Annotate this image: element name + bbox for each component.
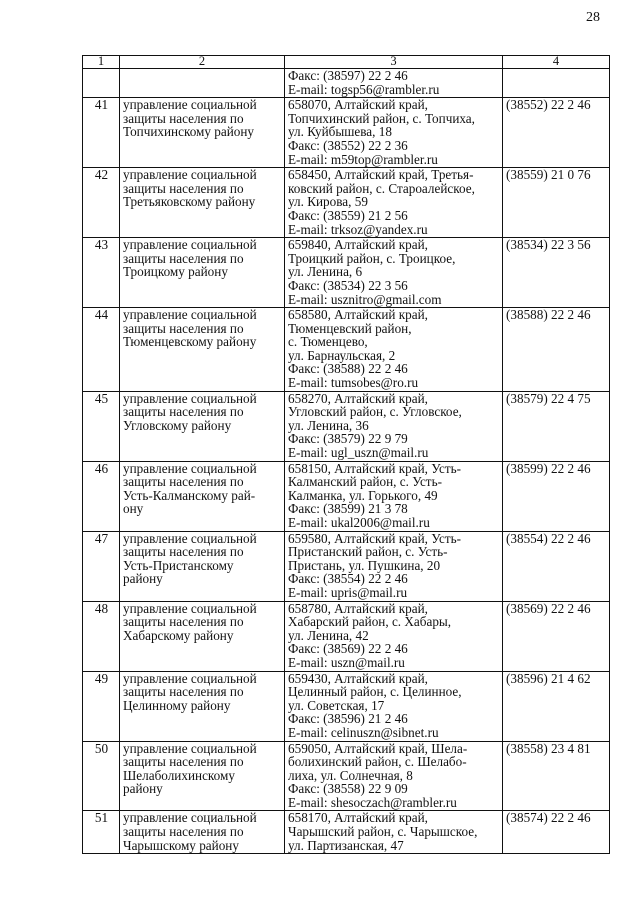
office-phone: (38574) 22 2 46: [503, 811, 610, 854]
column-header-1: 1: [83, 56, 120, 69]
office-name: управление социальной защиты населения по Троицкому району: [120, 238, 285, 308]
office-phone: (38552) 22 2 46: [503, 98, 610, 168]
office-address: 659580, Алтайский край, Усть- Пристанский район, с. Усть- Пристань, ул. Пушкина, 20 Факс: (38554) 22 2 46 E-mail: upris@mail.ru: [285, 531, 503, 601]
row-number: 47: [83, 531, 120, 601]
office-name: управление социальной защиты населения по Топчихинскому району: [120, 98, 285, 168]
row-number: 51: [83, 811, 120, 854]
office-name: управление социальной защиты населения по Третьяковскому району: [120, 168, 285, 238]
office-address: 658070, Алтайский край, Топчихинский район, с. Топчиха, ул. Куйбышева, 18 Факс: (38552) 22 2 36 E-mail: m59top@rambler.ru: [285, 98, 503, 168]
table-row: [83, 531, 610, 601]
office-address: 658450, Алтайский край, Третья- ковский район, с. Староалейское, ул. Кирова, 59 Факс: (38559) 21 2 56 E-mail: trksoz@yandex.ru: [285, 168, 503, 238]
office-phone: (38534) 22 3 56: [503, 238, 610, 308]
page-number: 28: [586, 10, 600, 25]
office-phone: (38558) 23 4 81: [503, 741, 610, 811]
office-phone: (38588) 22 2 46: [503, 308, 610, 392]
table-row: [83, 601, 610, 671]
continuation-row: [83, 69, 610, 98]
table-row: [83, 98, 610, 168]
office-name: управление социальной защиты населения по Целинному району: [120, 671, 285, 741]
row-number: 45: [83, 391, 120, 461]
office-name: управление социальной защиты населения по Хабарскому району: [120, 601, 285, 671]
table-row: [83, 461, 610, 531]
office-address: 658580, Алтайский край, Тюменцевский район, с. Тюменцево, ул. Барнаульская, 2 Факс: (38588) 22 2 46 E-mail: tumsobes@ro.ru: [285, 308, 503, 392]
social-protection-offices-table: [82, 55, 610, 854]
table-row: [83, 741, 610, 811]
office-name: управление социальной защиты населения по Усть-Калманскому рай- ону: [120, 461, 285, 531]
office-phone: (38554) 22 2 46: [503, 531, 610, 601]
office-address: 658170, Алтайский край, Чарышский район, с. Чарышское, ул. Партизанская, 47: [285, 811, 503, 854]
office-address: 658270, Алтайский край, Угловский район, с. Угловское, ул. Ленина, 36 Факс: (38579) 22 9 79 E-mail: ugl_uszn@mail.ru: [285, 391, 503, 461]
office-address: 658150, Алтайский край, Усть- Калманский район, с. Усть- Калманка, ул. Горького, 49 Факс: (38599) 21 3 78 E-mail: ukal2006@mail.ru: [285, 461, 503, 531]
office-name: [120, 69, 285, 98]
office-name: управление социальной защиты населения по Усть-Пристанскому району: [120, 531, 285, 601]
office-name: управление социальной защиты населения по Чарышскому району: [120, 811, 285, 854]
office-name: управление социальной защиты населения по Тюменцевскому району: [120, 308, 285, 392]
office-address: 659840, Алтайский край, Троицкий район, с. Троицкое, ул. Ленина, 6 Факс: (38534) 22 3 56 E-mail: usznitro@gmail.com: [285, 238, 503, 308]
office-phone: (38579) 22 4 75: [503, 391, 610, 461]
office-phone: (38569) 22 2 46: [503, 601, 610, 671]
office-address: 659050, Алтайский край, Шела- болихинский район, с. Шелабо- лиха, ул. Солнечная, 8 Факс: (38558) 22 9 09 E-mail: shesoczach@rambler.ru: [285, 741, 503, 811]
office-name: управление социальной защиты населения по Угловскому району: [120, 391, 285, 461]
column-header-4: 4: [503, 56, 610, 69]
office-phone: [503, 69, 610, 98]
office-address: 658780, Алтайский край, Хабарский район, с. Хабары, ул. Ленина, 42 Факс: (38569) 22 2 46 E-mail: uszn@mail.ru: [285, 601, 503, 671]
office-phone: (38599) 22 2 46: [503, 461, 610, 531]
row-number: 42: [83, 168, 120, 238]
table-row: [83, 238, 610, 308]
row-number: 41: [83, 98, 120, 168]
row-number: 44: [83, 308, 120, 392]
table-row: [83, 308, 610, 392]
table-row: [83, 168, 610, 238]
office-phone: (38596) 21 4 62: [503, 671, 610, 741]
column-number-row: [83, 56, 610, 69]
office-phone: (38559) 21 0 76: [503, 168, 610, 238]
office-address: 659430, Алтайский край, Целинный район, с. Целинное, ул. Советская, 17 Факс: (38596) 21 2 46 E-mail: celinuszn@sibnet.ru: [285, 671, 503, 741]
table-row: [83, 671, 610, 741]
row-number: 50: [83, 741, 120, 811]
office-name: управление социальной защиты населения по Шелаболихинскому району: [120, 741, 285, 811]
table-row: [83, 391, 610, 461]
column-header-3: 3: [285, 56, 503, 69]
row-number: 46: [83, 461, 120, 531]
table-row: [83, 811, 610, 854]
row-number: [83, 69, 120, 98]
row-number: 43: [83, 238, 120, 308]
office-address: Факс: (38597) 22 2 46 E-mail: togsp56@rambler.ru: [285, 69, 503, 98]
row-number: 48: [83, 601, 120, 671]
column-header-2: 2: [120, 56, 285, 69]
row-number: 49: [83, 671, 120, 741]
